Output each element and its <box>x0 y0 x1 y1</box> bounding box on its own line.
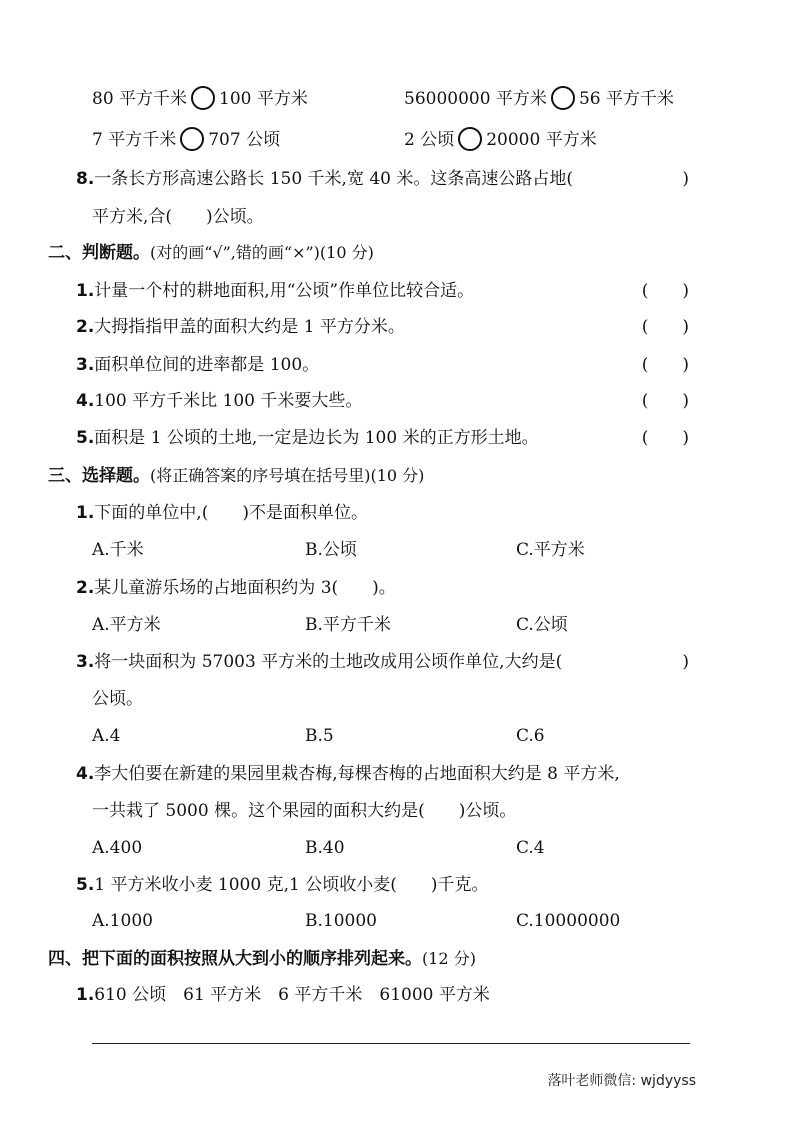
compare-blank-circle[interactable] <box>458 127 482 151</box>
choice-question-4: 4.李大伯要在新建的果园里栽杏梅,每棵杏梅的占地面积大约是 8 平方米, <box>76 764 620 784</box>
section-note: (将正确答案的序号填在括号里)(10 分) <box>150 466 425 485</box>
question-8-cont <box>0 202 793 232</box>
compare-blank-circle[interactable] <box>191 86 215 110</box>
answer-paren[interactable]: ( ) <box>641 317 689 337</box>
option-b[interactable]: B.10000 <box>305 911 377 931</box>
option-a[interactable]: A.1000 <box>92 911 153 931</box>
compare-left: 80 平方千米 100 平方米 <box>92 84 308 114</box>
compare-right: 2 公顷 20000 平方米 <box>404 125 597 155</box>
compare-blank-circle[interactable] <box>551 86 575 110</box>
question-8 <box>0 164 793 194</box>
choice-options-2 <box>0 610 793 640</box>
choice-options-4 <box>0 833 793 863</box>
section-4-heading <box>0 944 793 974</box>
choice-options-3 <box>0 721 793 751</box>
option-a[interactable]: A.平方米 <box>92 615 161 635</box>
section-title: 二、判断题。 <box>48 243 150 263</box>
option-c[interactable]: C.10000000 <box>516 911 621 931</box>
choice-options-5 <box>0 906 793 936</box>
section-3-heading <box>0 461 793 491</box>
answer-paren[interactable]: ( ) <box>641 355 689 375</box>
section-note: (12 分) <box>422 949 476 968</box>
judge-item-5: 5.面积是 1 公顷的土地,一定是边长为 100 米的正方形土地。 ( ) <box>0 423 793 453</box>
option-b[interactable]: B.40 <box>305 838 345 858</box>
compare-blank-circle[interactable] <box>180 127 204 151</box>
question-number: 8. <box>76 169 95 189</box>
order-question-1: 1.610 公顷 61 平方米 6 平方千米 61000 平方米 <box>76 985 490 1005</box>
judge-item-4: 4.100 平方千米比 100 千米要大些。 ( ) <box>0 386 793 416</box>
question-text: 一条长方形高速公路长 150 千米,宽 40 米。这条高速公路占地( <box>94 169 574 189</box>
option-c[interactable]: C.4 <box>516 838 545 858</box>
option-c[interactable]: C.平方米 <box>516 540 585 560</box>
option-a[interactable]: A.4 <box>92 726 121 746</box>
answer-line <box>92 1043 690 1044</box>
option-b[interactable]: B.5 <box>305 726 334 746</box>
answer-paren[interactable]: ( ) <box>641 391 689 411</box>
choice-question-5: 5.1 平方米收小麦 1000 克,1 公顷收小麦( )千克。 <box>76 875 489 895</box>
compare-left: 7 平方千米 707 公顷 <box>92 125 280 155</box>
option-c[interactable]: C.6 <box>516 726 545 746</box>
section-title: 三、选择题。 <box>48 466 150 486</box>
judge-item-3: 3.面积单位间的进率都是 100。 ( ) <box>0 350 793 380</box>
option-b[interactable]: B.公顷 <box>305 540 357 560</box>
footer-watermark: 落叶老师微信: wjdyyss <box>547 1073 696 1089</box>
option-a[interactable]: A.千米 <box>92 540 144 560</box>
choice-question-3-cont: 公顷。 <box>92 689 143 709</box>
compare-row-2 <box>0 125 793 155</box>
choice-question-3: 3.将一块面积为 57003 平方米的土地改成用公顷作单位,大约是( ) <box>76 652 689 672</box>
compare-right: 56000000 平方米 56 平方千米 <box>404 84 674 114</box>
section-note: (对的画“√”,错的画“×”)(10 分) <box>150 243 374 262</box>
question-text: 平方米,合( )公顷。 <box>92 207 264 227</box>
answer-paren[interactable]: ( ) <box>641 281 689 301</box>
compare-row-1 <box>0 84 793 114</box>
choice-question-1: 1.下面的单位中,( )不是面积单位。 <box>76 503 368 523</box>
section-title: 四、把下面的面积按照从大到小的顺序排列起来。 <box>48 949 422 969</box>
judge-item-1: 1.计量一个村的耕地面积,用“公顷”作单位比较合适。 ( ) <box>0 276 793 306</box>
option-a[interactable]: A.400 <box>92 838 143 858</box>
section-2-heading <box>0 238 793 268</box>
option-c[interactable]: C.公顷 <box>516 615 568 635</box>
choice-question-2: 2.某儿童游乐场的占地面积约为 3( )。 <box>76 578 396 598</box>
option-b[interactable]: B.平方千米 <box>305 615 391 635</box>
judge-item-2: 2.大拇指指甲盖的面积大约是 1 平方分米。 ( ) <box>0 312 793 342</box>
choice-question-4-cont: 一共栽了 5000 棵。这个果园的面积大约是( )公顷。 <box>92 801 517 821</box>
choice-options-1 <box>0 535 793 565</box>
answer-paren-end: ) <box>682 169 689 189</box>
answer-paren[interactable]: ( ) <box>641 428 689 448</box>
